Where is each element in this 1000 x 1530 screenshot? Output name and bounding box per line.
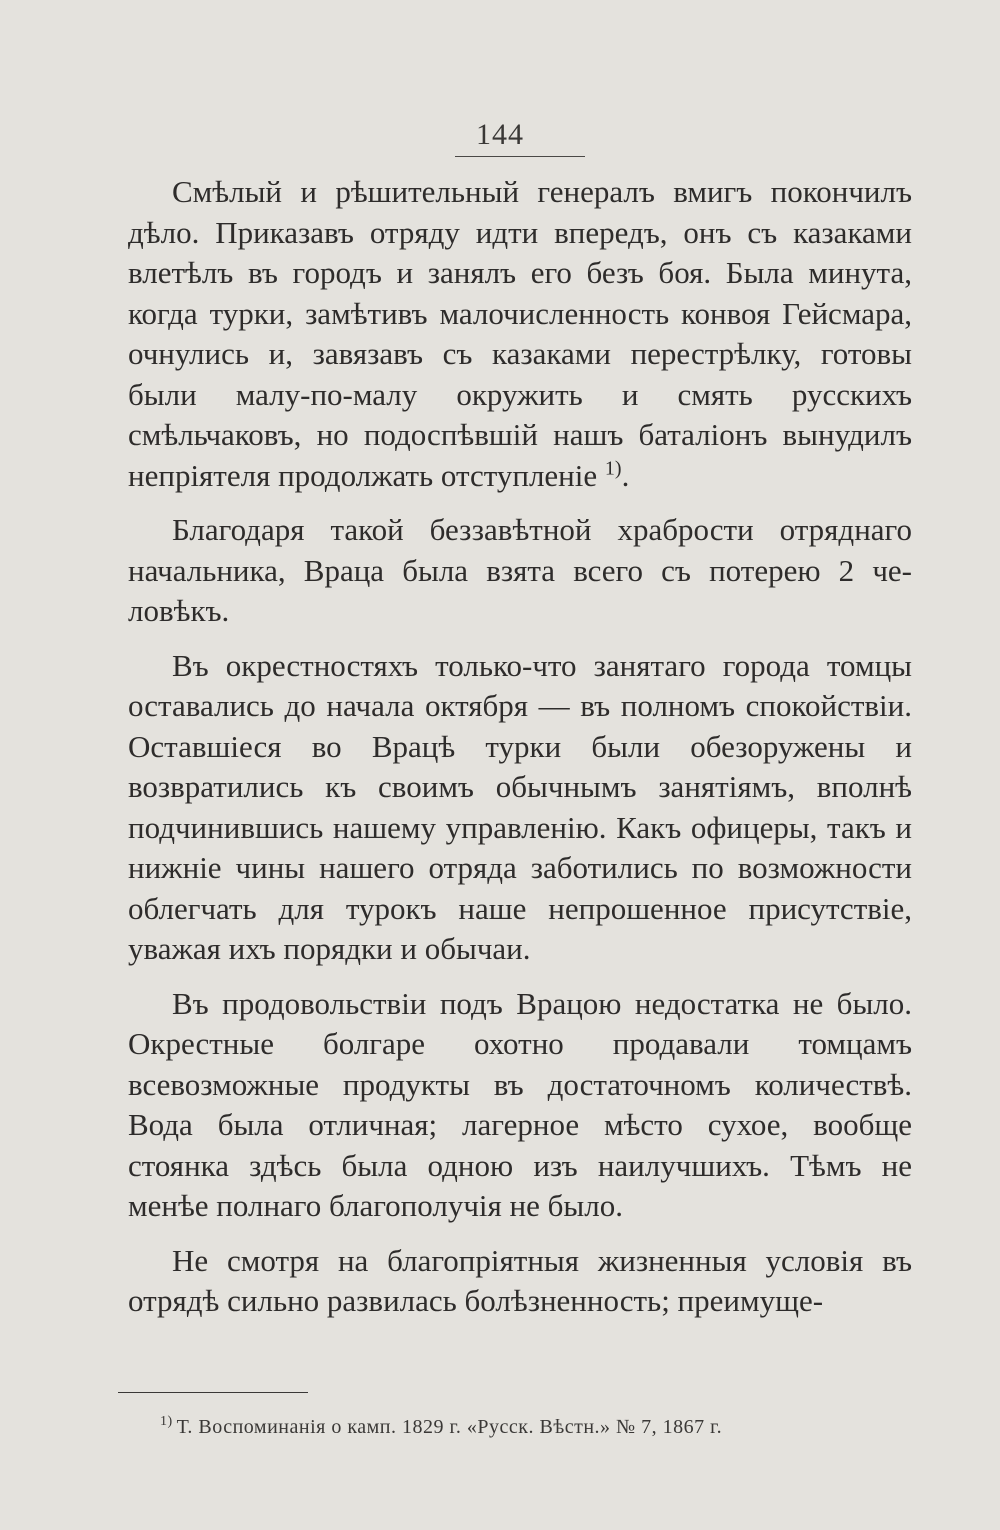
- footnote-number: 1): [160, 1414, 173, 1430]
- footnote-reference: 1): [604, 457, 622, 480]
- page-number: 144: [476, 118, 524, 151]
- footnote-text: Т. Воспоминанія о камп. 1829 г. «Русск. Вѣстн.» № 7, 1867 г.: [176, 1416, 723, 1438]
- footnote: [160, 1414, 920, 1440]
- paragraph-1: [128, 172, 912, 496]
- paragraph-5: Не смотря на благопріятныя жизненныя условія въ отрядѣ сильно развилась болѣзненность; преимуще-: [128, 1242, 912, 1318]
- paragraph-4: Въ продовольствіи подъ Врацою недостатка не было. Окрестные болгаре охотно продавали томцамъ всевозможные продукты въ достаточномъ количествѣ. Вода была отличная; лагерное мѣсто сухое, вообще стоянка здѣсь была одною изъ наилучшихъ. Тѣмъ не менѣе полнаго благополучія не было.: [128, 985, 912, 1223]
- paragraph-3: Въ окрестностяхъ только-что занятаго города томцы оставались до начала октября — въ полномъ спокойствіи. Оставшіеся во Врацѣ турки были обезоружены и возвратились къ своимъ обычнымъ занятіямъ, вполнѣ подчинившись нашему управленію. Какъ офицеры, такъ и нижніе чины нашего отряда заботились по возможности облегчать для турокъ наше непрошенное присутствіе, уважая ихъ порядки и обычаи.: [128, 647, 912, 966]
- body-text: [128, 172, 912, 1322]
- paragraph-1-tail: .: [621, 457, 630, 493]
- paragraph-1-text: Смѣлый и рѣшительный генералъ вмигъ покончилъ дѣло. Приказавъ отряду идти впередъ, онъ съ казаками влетѣлъ въ городъ и занялъ его безъ боя. Была минута, когда турки, замѣтивъ малочисленность конвоя Гейсмара, очнулись и, завязавъ съ казаками перестрѣлку, готовы были малу-по-малу окружить и смять русскихъ смѣльчаковъ, но подоспѣвшій нашъ баталіонъ вынудилъ непріятеля продолжать отступленіе: [128, 174, 912, 493]
- header-rule: [455, 156, 585, 157]
- footnote-rule: [118, 1392, 308, 1393]
- paragraph-2: Благодаря такой беззавѣтной храбрости отряднаго начальника, Враца была взята всего съ потерею 2 человѣкъ.: [128, 512, 912, 628]
